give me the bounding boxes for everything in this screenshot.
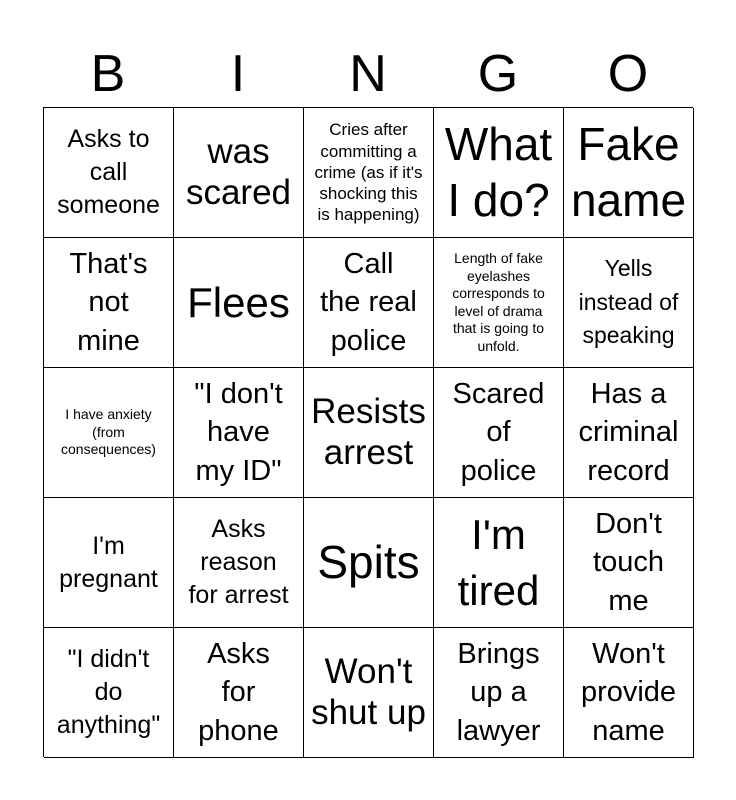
- bingo-cell-r3-c2[interactable]: [174, 368, 304, 498]
- cell-text: "I didn't do anything": [56, 645, 161, 739]
- bingo-cell-r4-c2[interactable]: [174, 498, 304, 628]
- header-letter-g: G: [477, 45, 519, 103]
- bingo-cell-r5-c5[interactable]: [564, 628, 694, 758]
- cell-text: Don't touch me: [593, 508, 664, 617]
- cell-text: Asks for phone: [198, 638, 279, 747]
- bingo-cell-r5-c2[interactable]: [174, 628, 304, 758]
- bingo-cell-r1-c4[interactable]: [434, 108, 564, 238]
- cell-text: Cries after committing a crime (as if it's shocking this is happening): [314, 120, 423, 225]
- cell-text: Yells instead of speaking: [578, 255, 679, 349]
- bingo-cell-r5-c4[interactable]: [434, 628, 564, 758]
- bingo-cell-r3-c3[interactable]: [304, 368, 434, 498]
- cell-text: Flees: [187, 278, 290, 326]
- bingo-cell-r3-c4[interactable]: [434, 368, 564, 498]
- cell-text: Spits: [317, 535, 420, 588]
- cell-text: "I don't have my ID": [194, 378, 283, 487]
- bingo-cell-r5-c3[interactable]: [304, 628, 434, 758]
- bingo-cell-r2-c1[interactable]: [44, 238, 174, 368]
- cell-text: I'm pregnant: [59, 531, 158, 593]
- bingo-cell-r5-c1[interactable]: [44, 628, 174, 758]
- bingo-cell-r3-c1[interactable]: [44, 368, 174, 498]
- bingo-cell-r4-c1[interactable]: [44, 498, 174, 628]
- header-letter-n: N: [349, 45, 387, 103]
- bingo-cell-r2-c5[interactable]: [564, 238, 694, 368]
- cell-text: What I do?: [444, 118, 553, 226]
- cell-text: Won't provide name: [580, 638, 677, 747]
- bingo-cell-r3-c5[interactable]: [564, 368, 694, 498]
- bingo-cell-r4-c4[interactable]: [434, 498, 564, 628]
- bingo-cell-r1-c3[interactable]: [304, 108, 434, 238]
- bingo-cell-r1-c2[interactable]: [174, 108, 304, 238]
- cell-text: Asks reason for arrest: [188, 515, 289, 609]
- cell-text: I have anxiety (from consequences): [61, 406, 156, 458]
- cell-text: Asks to call someone: [57, 125, 160, 219]
- cell-text: Has a criminal record: [578, 378, 679, 487]
- bingo-cell-r4-c5[interactable]: [564, 498, 694, 628]
- bingo-cell-r1-c5[interactable]: [564, 108, 694, 238]
- cell-text: Brings up a lawyer: [456, 638, 541, 747]
- cell-text: was scared: [185, 132, 292, 212]
- cell-text: Call the real police: [320, 248, 417, 357]
- bingo-cell-r4-c3[interactable]: [304, 498, 434, 628]
- bingo-cell-r2-c2[interactable]: [174, 238, 304, 368]
- cell-text: Length of fake eyelashes corresponds to level of drama that is going to unfold.: [452, 250, 545, 354]
- cell-text: That's not mine: [69, 248, 148, 357]
- cell-text: Fake name: [570, 118, 687, 226]
- cell-text: Resists arrest: [311, 392, 426, 472]
- header-letter-b: B: [90, 45, 126, 103]
- header-letter-i: I: [230, 45, 246, 103]
- bingo-header: [43, 40, 693, 108]
- cell-text: I'm tired: [457, 511, 540, 614]
- bingo-board: [43, 107, 693, 757]
- cell-text: Scared of police: [452, 378, 545, 487]
- cell-text: Won't shut up: [311, 652, 426, 732]
- bingo-cell-r2-c4[interactable]: [434, 238, 564, 368]
- bingo-cell-r1-c1[interactable]: [44, 108, 174, 238]
- header-letter-o: O: [607, 45, 649, 103]
- bingo-cell-r2-c3[interactable]: [304, 238, 434, 368]
